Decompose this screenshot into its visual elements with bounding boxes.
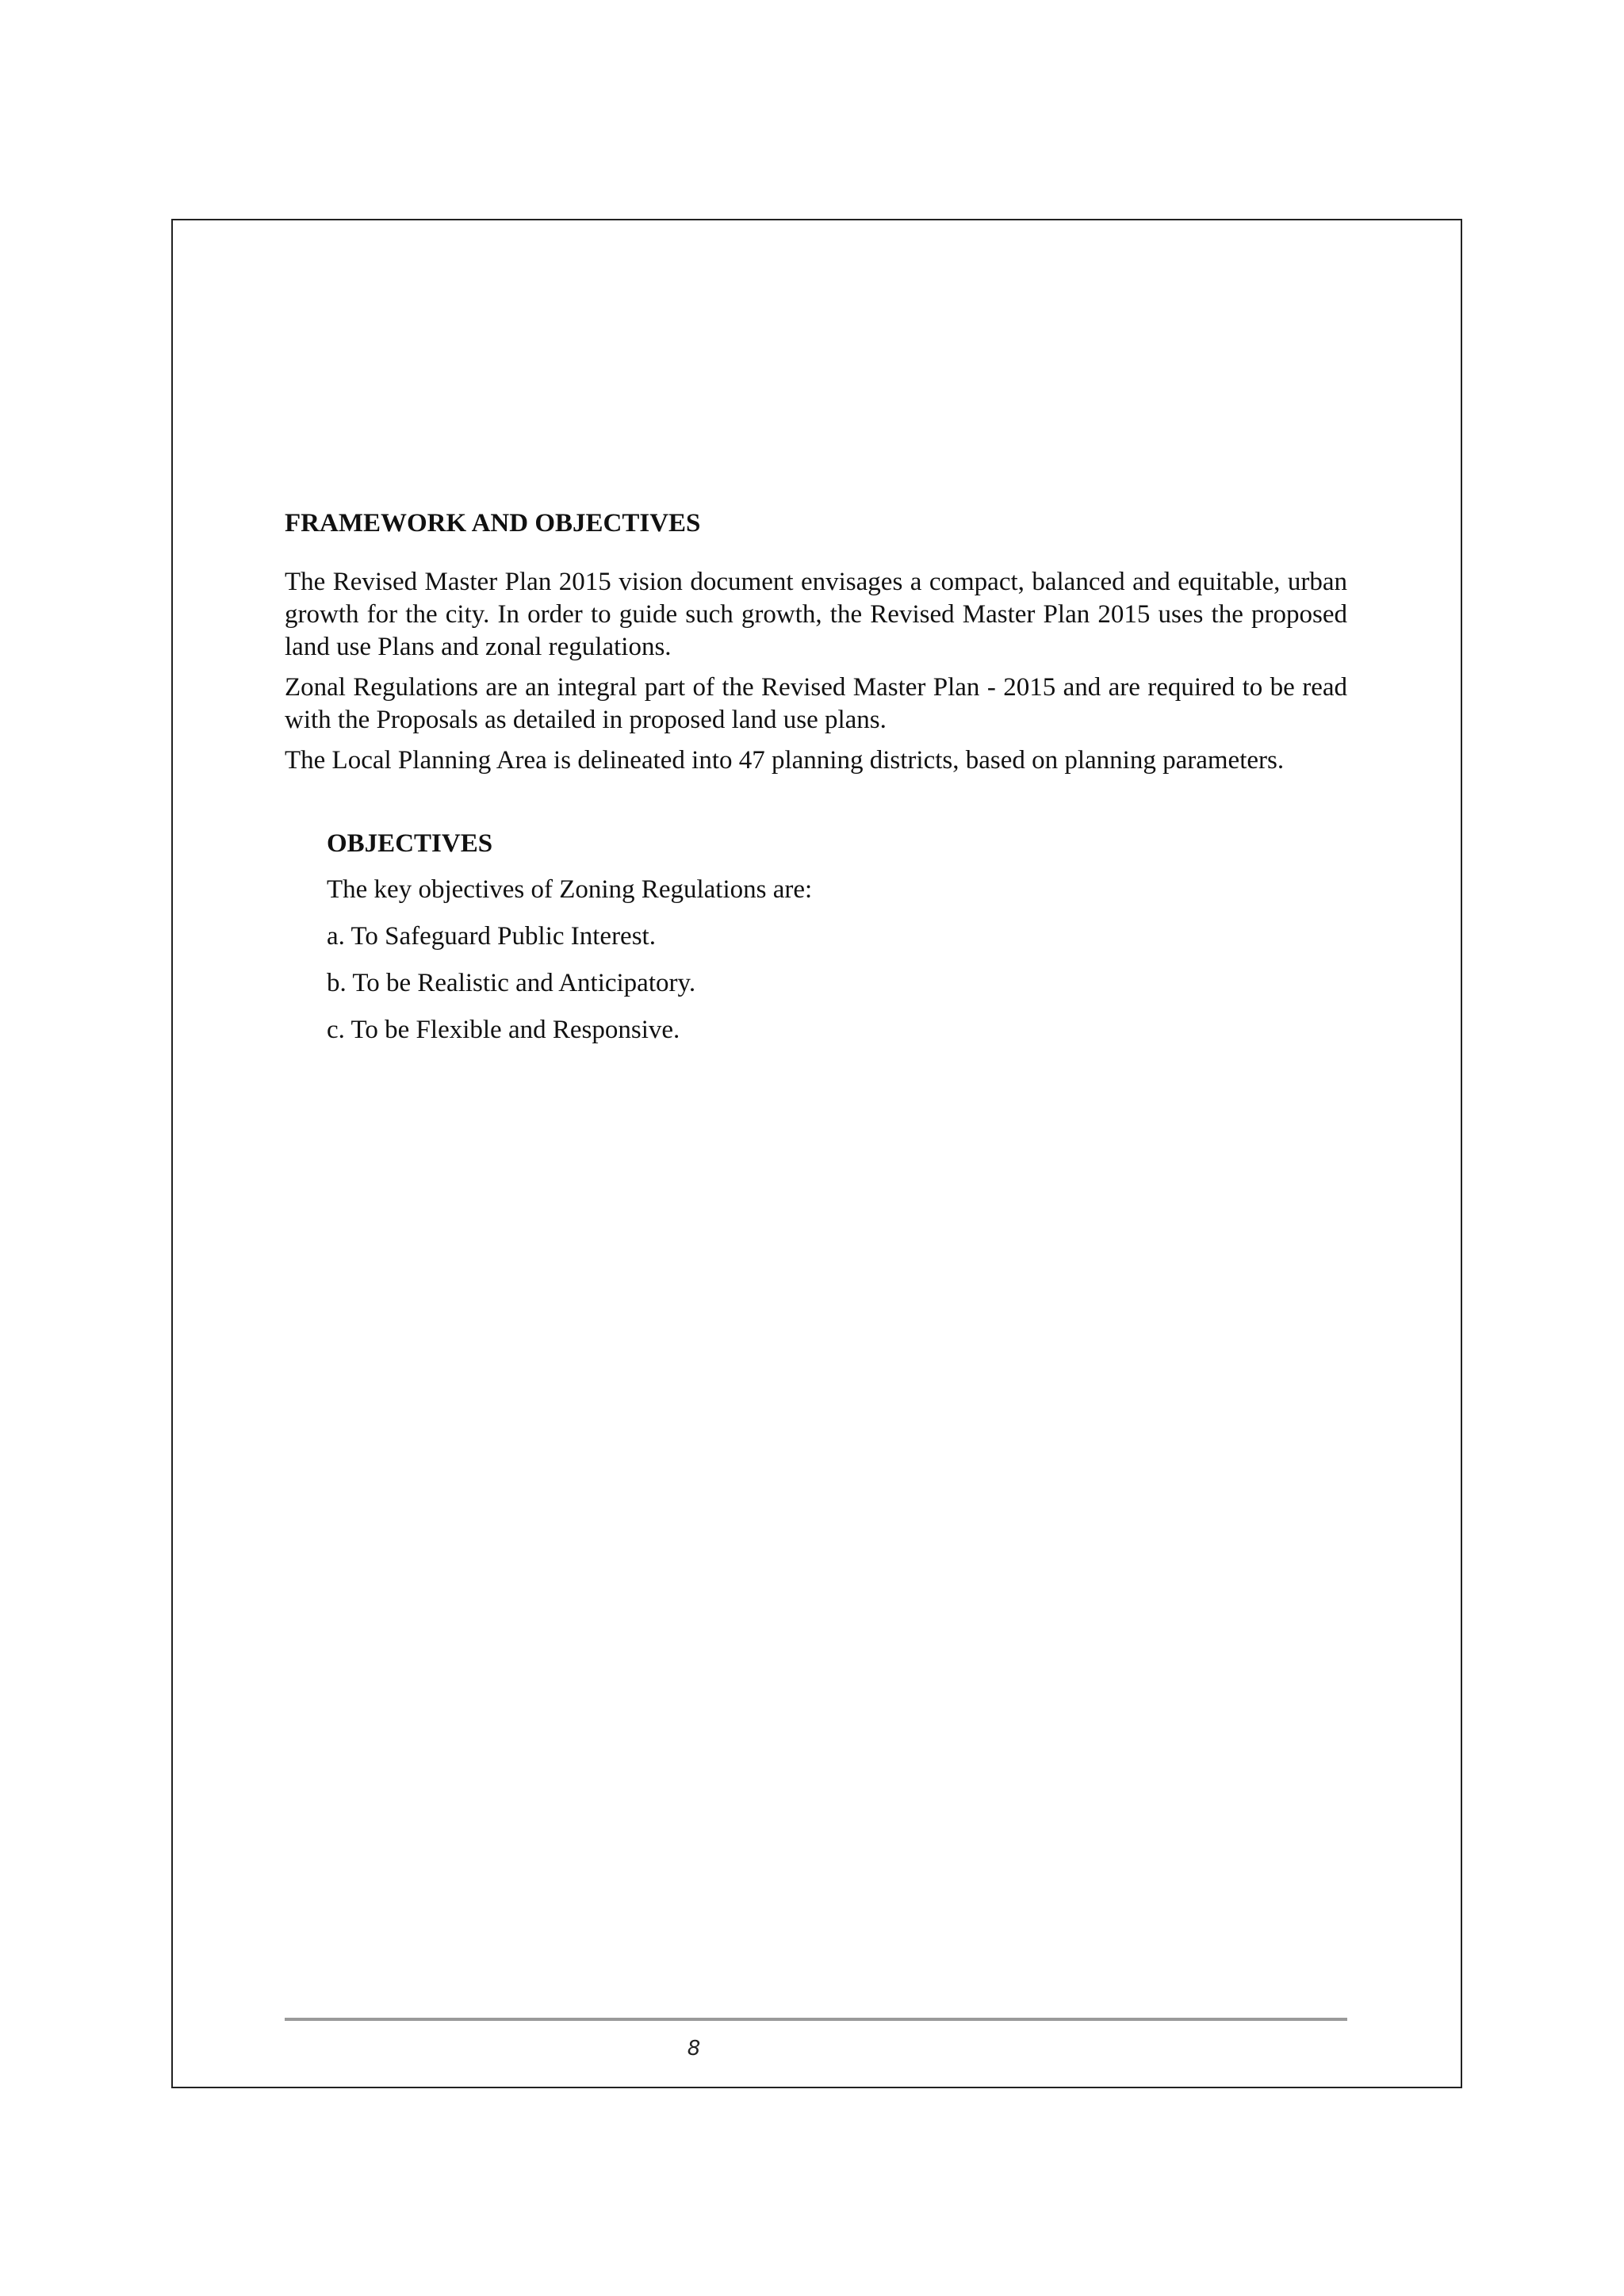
page-border — [171, 219, 1462, 2088]
page-number: 8 — [687, 2037, 701, 2061]
footer-divider — [285, 2018, 1347, 2021]
objectives-block — [327, 828, 1347, 1047]
objective-item: c. To be Flexible and Responsive. — [327, 1016, 680, 1044]
objectives-intro: The key objectives of Zoning Regulations are: — [327, 875, 813, 904]
paragraph-planning-districts: The Local Planning Area is delineated into 47 planning districts, based on planning parameters. — [285, 746, 1285, 775]
paragraph-vision: The Revised Master Plan 2015 vision document envisages a compact, balanced and equitable, urban growth for the city. In order to guide such growth, the Revised Master Plan 2015 uses the proposed land use Plans and zonal regulations. — [285, 568, 1347, 661]
objective-item: a. To Safeguard Public Interest. — [327, 922, 656, 951]
page-content — [285, 507, 1347, 1061]
objective-item: b. To be Realistic and Anticipatory. — [327, 969, 696, 997]
objectives-heading: OBJECTIVES — [327, 829, 493, 858]
section-heading: FRAMEWORK AND OBJECTIVES — [285, 509, 701, 538]
paragraph-zonal-regulations: Zonal Regulations are an integral part of the Revised Master Plan - 2015 and are required to be read with the Proposals as detailed in proposed land use plans. — [285, 673, 1347, 734]
